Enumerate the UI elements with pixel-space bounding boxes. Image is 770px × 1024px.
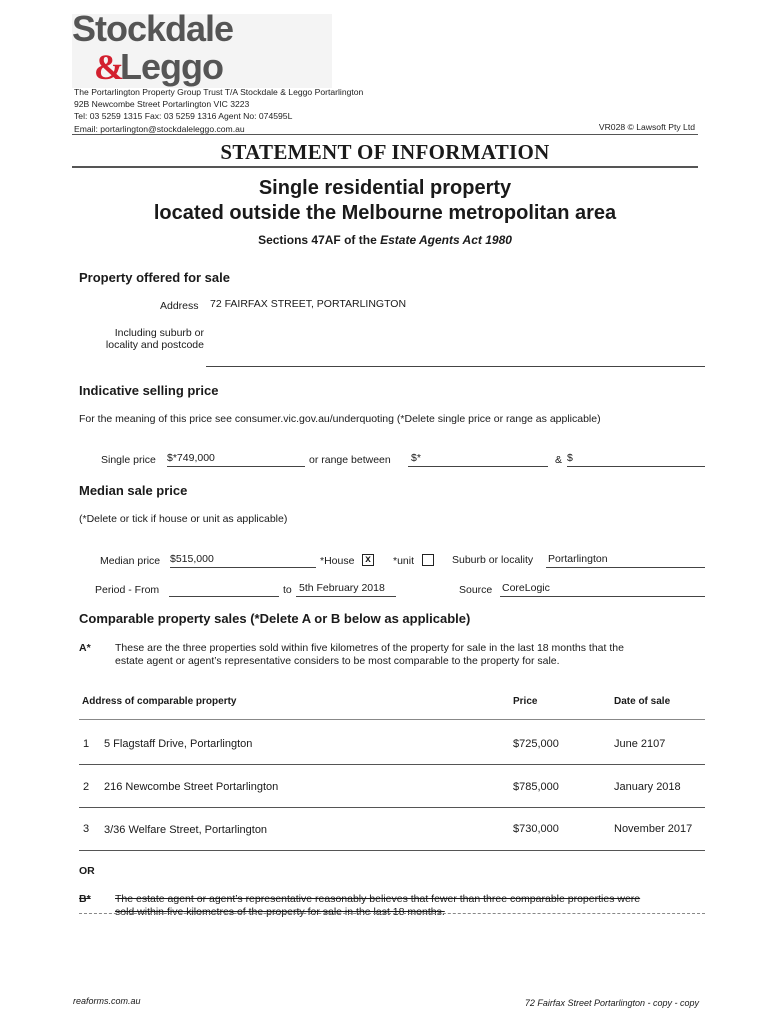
house-label: *House [320,555,355,567]
header-divider [72,134,698,135]
option-a-text-line-2: estate agent or agent’s representative considers to be most comparable to the property for sale. [115,655,560,667]
option-a-label: A* [79,642,91,654]
row-3-date[interactable]: November 2017 [614,823,693,835]
footer-right: 72 Fairfax Street Portarlington - copy - copy [524,998,699,1008]
footer-left: reaforms.com.au [73,996,141,1006]
suburb-locality-value: Portarlington [548,553,608,565]
subtitle [0,233,770,247]
suburb-label [94,327,204,351]
agency-line-1: The Portarlington Property Group Trust T/A Stockdale & Leggo Portarlington [74,87,364,97]
house-checkbox[interactable]: x [362,554,374,566]
range-from-value: $* [411,452,421,464]
row-2-price[interactable]: $785,000 [513,781,559,793]
property-heading: Property offered for sale [79,270,230,285]
unit-label: *unit [393,555,415,567]
median-price-value: $515,000 [170,553,214,565]
row-1-price[interactable]: $725,000 [513,738,559,750]
row-1-address[interactable]: 5 Flagstaff Drive, Portarlington [104,738,253,750]
unit-checkbox[interactable] [422,554,434,566]
option-a-text [115,642,624,668]
median-price-field[interactable] [170,553,316,568]
address-label: Address [160,300,199,312]
agency-line-2: 92B Newcombe Street Portarlington VIC 3223 [74,99,250,110]
suburb-locality-field[interactable] [546,553,705,568]
or-label: OR [79,865,95,877]
logo-text-stockdale: Stockdale [72,8,234,49]
document-title: STATEMENT OF INFORMATION [220,140,550,164]
range-from-field[interactable] [408,452,548,467]
source-label: Source [459,584,493,596]
single-price-label: Single price [101,454,156,466]
row-1-number: 1 [83,738,90,750]
period-from-label: Period - From [95,584,160,596]
median-heading: Median sale price [79,483,188,498]
form-code: VR028 © Lawsoft Pty Ltd [598,122,695,132]
row-2-address[interactable]: 216 Newcombe Street Portarlington [104,781,279,793]
row-2-divider [79,807,705,808]
indicative-heading: Indicative selling price [79,383,219,398]
subtitle-prefix: Sections 47AF of the [258,233,377,247]
indicative-note: For the meaning of this price see consumer.vic.gov.au/underquoting (*Delete single price or range as applicable) [79,413,601,425]
period-from-field[interactable] [169,582,279,597]
logo-text-leggo: Leggo [120,46,223,87]
median-price-label: Median price [100,555,161,567]
source-field[interactable] [500,582,705,597]
row-1-divider [79,764,705,765]
option-b-text [115,893,640,919]
option-b-label: B* [79,893,91,905]
subtitle-act: Estate Agents Act 1980 [380,233,512,247]
column-header-address: Address of comparable property [82,696,237,707]
row-3-address[interactable]: 3/36 Welfare Street, Portarlington [104,824,268,836]
row-1-date[interactable]: June 2107 [614,738,666,750]
column-header-price: Price [513,696,538,707]
table-header-divider [79,719,705,720]
main-title-line-1: Single residential property [258,177,512,199]
row-3-price[interactable]: $730,000 [513,823,559,835]
period-to-value: 5th February 2018 [299,582,385,594]
median-note: (*Delete or tick if house or unit as applicable) [79,513,288,525]
agency-line-3: Tel: 03 5259 1315 Fax: 03 5259 1316 Agent No: 074595L [74,111,293,122]
title-divider [72,166,698,168]
agency-line-4: Email: portarlington@stockdaleleggo.com.au [74,123,245,134]
row-2-number: 2 [83,781,90,793]
main-title [0,176,770,226]
range-amp: & [555,454,563,466]
range-to-field[interactable] [567,452,705,467]
column-header-date: Date of sale [614,696,671,707]
row-2-date[interactable]: January 2018 [614,781,681,793]
suburb-label-line-2: locality and postcode [105,339,204,351]
suburb-locality-label: Suburb or locality [452,554,534,566]
option-a-text-line-1: These are the three properties sold within five kilometres of the property for sale in the last 18 months that the [115,642,624,654]
option-b-text-line-1: The estate agent or agent’s representative reasonably believes that fewer than three comparable properties were [115,893,641,905]
single-price-field[interactable] [167,452,305,467]
logo-ampersand: & [94,47,124,87]
address-value[interactable]: 72 FAIRFAX STREET, PORTARLINGTON [210,298,407,310]
row-3-divider [79,850,705,851]
address-field-line[interactable] [206,366,705,367]
suburb-label-line-1: Including suburb or [114,327,204,339]
row-3-number: 3 [83,823,90,835]
period-to-label: to [283,584,292,596]
range-label: or range between [309,454,391,466]
agency-details [74,86,363,135]
source-value: CoreLogic [502,582,550,594]
single-price-value: $*749,000 [167,452,215,464]
comparable-heading: Comparable property sales (*Delete A or B below as applicable) [79,611,471,626]
range-to-value: $ [567,452,573,464]
main-title-line-2: located outside the Melbourne metropolitan area [153,202,617,224]
period-to-field[interactable] [296,582,396,597]
option-b-strike-line [79,913,705,914]
option-b-text-line-2: sold within five kilometres of the property for sale in the last 18 months. [115,906,445,918]
